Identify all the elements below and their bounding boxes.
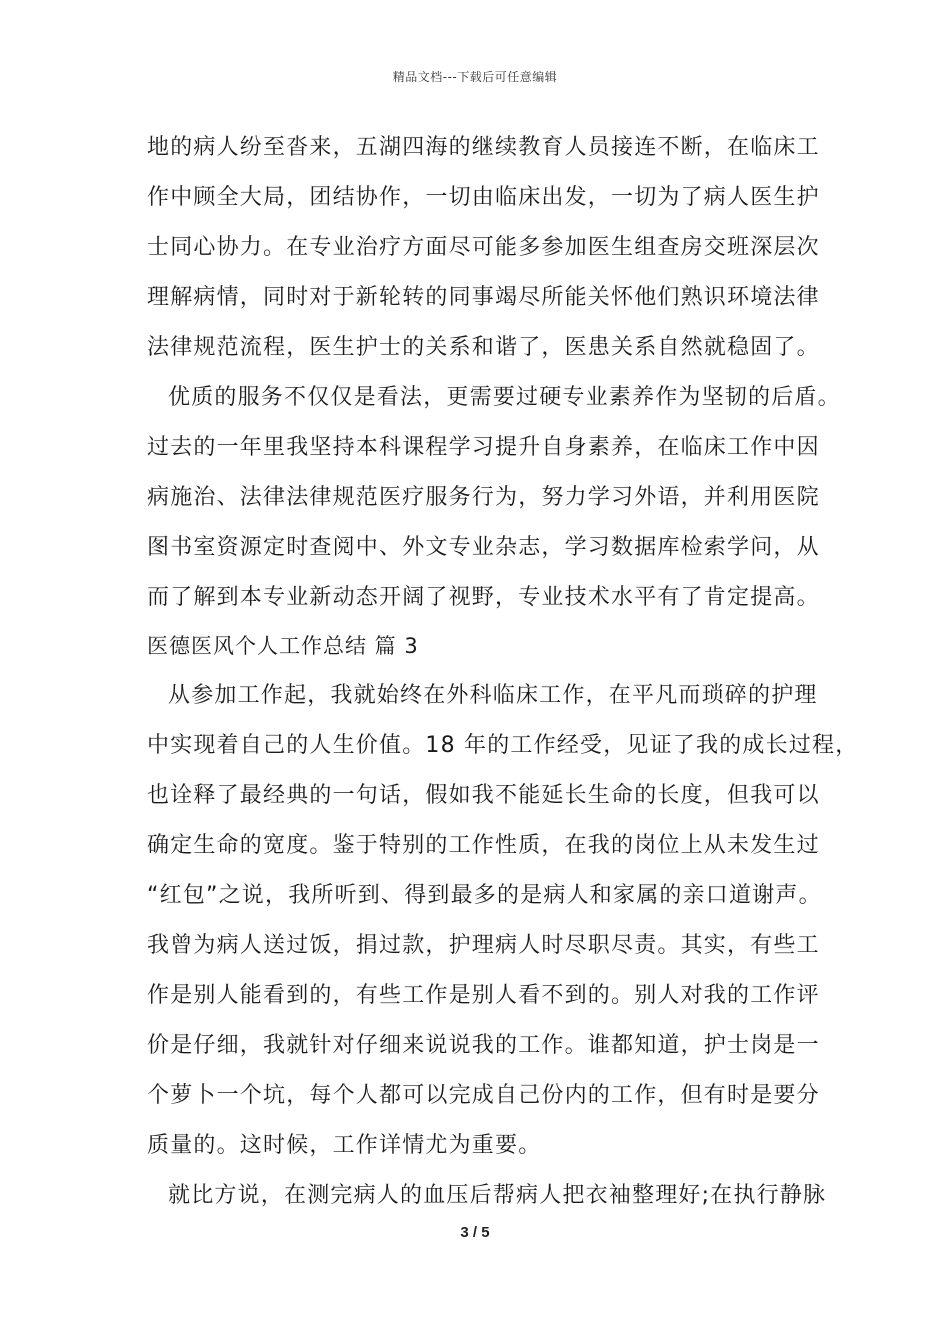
body-line: 作是别人能看到的，有些工作是别人看不到的。别人对我的工作评: [147, 983, 820, 1008]
body-line: 法律规范流程，医生护士的关系和谐了，医患关系自然就稳固了。: [147, 335, 820, 360]
page-header: 精品文档---下载后可任意编辑: [392, 70, 558, 84]
section-heading: 医德医风个人工作总结 篇 3: [147, 634, 419, 658]
body-line: 而了解到本专业新动态开阔了视野，专业技术水平有了肯定提高。: [147, 585, 820, 610]
body-line: “红包”之说，我所听到、得到最多的是病人和家属的亲口道谢声。: [147, 883, 822, 908]
body-line: 地的病人纷至沓来，五湖四海的继续教育人员接连不断，在临床工: [147, 135, 820, 160]
body-line: 个萝卜一个坑，每个人都可以完成自己份内的工作，但有时是要分: [147, 1083, 820, 1108]
page-number: 3 / 5: [460, 1224, 490, 1241]
body-line: 确定生命的宽度。鉴于特别的工作性质，在我的岗位上从未发生过: [147, 833, 820, 858]
body-line: 优质的服务不仅仅是看法，更需要过硬专业素养作为坚韧的后盾。: [168, 385, 841, 410]
body-line: 过去的一年里我坚持本科课程学习提升自身素养，在临床工作中因: [147, 435, 820, 460]
body-line: 我曾为病人送过饭，捐过款，护理病人时尽职尽责。其实，有些工: [147, 933, 820, 958]
body-line: 理解病情，同时对于新轮转的同事竭尽所能关怀他们熟识环境法律: [147, 285, 820, 310]
body-line: 图书室资源定时查阅中、外文专业杂志，学习数据库检索学问，从: [147, 535, 820, 560]
body-line: 作中顾全大局，团结协作，一切由临床出发，一切为了病人医生护: [147, 185, 820, 210]
body-line: 就比方说，在测完病人的血压后帮病人把衣袖整理好;在执行静脉: [168, 1183, 827, 1208]
body-line: 从参加工作起，我就始终在外科临床工作，在平凡而琐碎的护理: [168, 683, 818, 708]
body-line: 也诠释了最经典的一句话，假如我不能延长生命的长度，但我可以: [147, 783, 820, 808]
body-line: 士同心协力。在专业治疗方面尽可能多参加医生组查房交班深层次: [147, 235, 820, 260]
body-line: 病施治、法律法律规范医疗服务行为，努力学习外语，并利用医院: [147, 485, 820, 510]
body-line: 质量的。这时候，工作详情尤为重要。: [147, 1133, 542, 1158]
body-line: 中实现着自己的人生价值。18 年的工作经受，见证了我的成长过程，: [147, 733, 859, 758]
body-line: 价是仔细，我就针对仔细来说说我的工作。谁都知道，护士岗是一: [147, 1033, 820, 1058]
